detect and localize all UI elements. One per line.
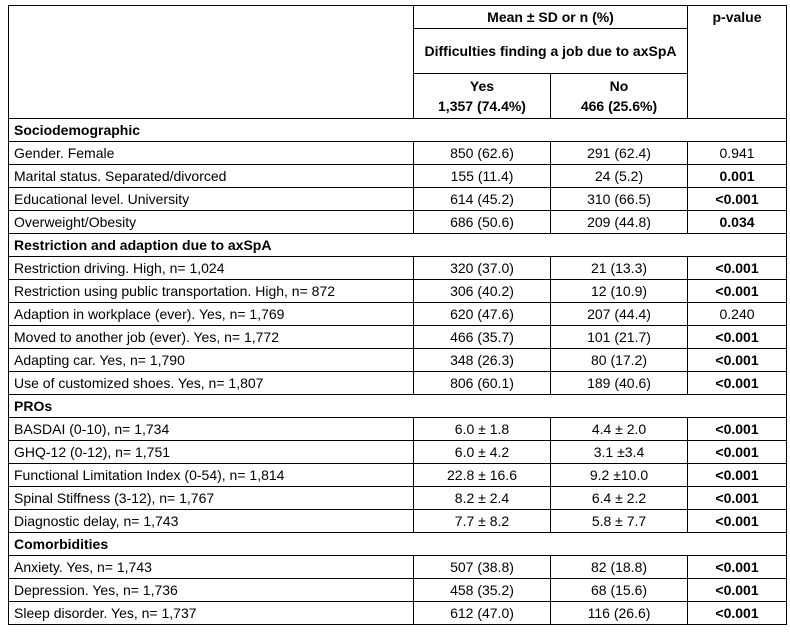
p-value: 0.034	[688, 211, 787, 234]
no-value: 68 (15.6)	[551, 579, 688, 602]
no-value: 291 (62.4)	[551, 142, 688, 165]
no-value: 21 (13.3)	[551, 257, 688, 280]
yes-value: 507 (38.8)	[414, 556, 551, 579]
p-value: <0.001	[688, 418, 787, 441]
subgroup-header: Difficulties finding a job due to axSpA	[414, 29, 688, 74]
no-value: 209 (44.8)	[551, 211, 688, 234]
row-label: Diagnostic delay, n= 1,743	[9, 510, 414, 533]
yes-value: 466 (35.7)	[414, 326, 551, 349]
table-row	[9, 464, 787, 487]
table-body	[9, 119, 787, 625]
table-row	[9, 326, 787, 349]
no-value: 6.4 ± 2.2	[551, 487, 688, 510]
table-row	[9, 418, 787, 441]
p-value: 0.941	[688, 142, 787, 165]
row-label: Anxiety. Yes, n= 1,743	[9, 556, 414, 579]
group-header: Mean ± SD or n (%)	[414, 6, 688, 29]
yes-value: 686 (50.6)	[414, 211, 551, 234]
p-value: <0.001	[688, 280, 787, 303]
no-header	[551, 74, 688, 119]
no-value: 5.8 ± 7.7	[551, 510, 688, 533]
p-value: <0.001	[688, 579, 787, 602]
p-value: <0.001	[688, 441, 787, 464]
p-value: <0.001	[688, 257, 787, 280]
no-value: 189 (40.6)	[551, 372, 688, 395]
yes-value: 6.0 ± 1.8	[414, 418, 551, 441]
row-label: Marital status. Separated/divorced	[9, 165, 414, 188]
p-value: <0.001	[688, 349, 787, 372]
table-row	[9, 556, 787, 579]
table-row	[9, 303, 787, 326]
yes-value: 7.7 ± 8.2	[414, 510, 551, 533]
header-blank-cell	[9, 6, 414, 119]
yes-value: 620 (47.6)	[414, 303, 551, 326]
yes-count: 1,357 (74.4%)	[438, 98, 526, 114]
no-label: No	[609, 78, 629, 94]
section-title: Comorbidities	[9, 533, 787, 556]
pvalue-header: p-value	[688, 6, 787, 119]
p-value: 0.001	[688, 165, 787, 188]
row-label: Educational level. University	[9, 188, 414, 211]
row-label: Overweight/Obesity	[9, 211, 414, 234]
yes-value: 306 (40.2)	[414, 280, 551, 303]
table-row	[9, 579, 787, 602]
section-row	[9, 234, 787, 257]
no-value: 24 (5.2)	[551, 165, 688, 188]
section-title: Sociodemographic	[9, 119, 787, 142]
row-label: GHQ-12 (0-12), n= 1,751	[9, 441, 414, 464]
p-value: <0.001	[688, 510, 787, 533]
p-value: <0.001	[688, 602, 787, 625]
yes-header	[414, 74, 551, 119]
yes-value: 320 (37.0)	[414, 257, 551, 280]
p-value: <0.001	[688, 464, 787, 487]
section-row	[9, 119, 787, 142]
row-label: Gender. Female	[9, 142, 414, 165]
table-row	[9, 257, 787, 280]
no-count: 466 (25.6%)	[580, 98, 658, 114]
section-row	[9, 533, 787, 556]
row-label: Restriction using public transportation. High, n= 872	[9, 280, 414, 303]
no-value: 116 (26.6)	[551, 602, 688, 625]
p-value: <0.001	[688, 188, 787, 211]
row-label: Use of customized shoes. Yes, n= 1,807	[9, 372, 414, 395]
row-label: Moved to another job (ever). Yes, n= 1,772	[9, 326, 414, 349]
table-row	[9, 372, 787, 395]
no-value: 4.4 ± 2.0	[551, 418, 688, 441]
p-value: 0.240	[688, 303, 787, 326]
results-table	[8, 5, 787, 625]
no-value: 82 (18.8)	[551, 556, 688, 579]
yes-label: Yes	[469, 78, 495, 94]
row-label: BASDAI (0-10), n= 1,734	[9, 418, 414, 441]
row-label: Adaption in workplace (ever). Yes, n= 1,769	[9, 303, 414, 326]
yes-value: 8.2 ± 2.4	[414, 487, 551, 510]
row-label: Depression. Yes, n= 1,736	[9, 579, 414, 602]
no-value: 101 (21.7)	[551, 326, 688, 349]
table-header	[9, 6, 787, 119]
table-row	[9, 280, 787, 303]
yes-value: 6.0 ± 4.2	[414, 441, 551, 464]
row-label: Restriction driving. High, n= 1,024	[9, 257, 414, 280]
row-label: Sleep disorder. Yes, n= 1,737	[9, 602, 414, 625]
p-value: <0.001	[688, 487, 787, 510]
table-row	[9, 602, 787, 625]
no-value: 310 (66.5)	[551, 188, 688, 211]
table-row	[9, 441, 787, 464]
yes-value: 614 (45.2)	[414, 188, 551, 211]
row-label: Functional Limitation Index (0-54), n= 1,814	[9, 464, 414, 487]
no-value: 80 (17.2)	[551, 349, 688, 372]
yes-value: 155 (11.4)	[414, 165, 551, 188]
row-label: Spinal Stiffness (3-12), n= 1,767	[9, 487, 414, 510]
no-value: 9.2 ±10.0	[551, 464, 688, 487]
p-value: <0.001	[688, 556, 787, 579]
p-value: <0.001	[688, 372, 787, 395]
section-title: PROs	[9, 395, 787, 418]
yes-value: 612 (47.0)	[414, 602, 551, 625]
table-row	[9, 510, 787, 533]
no-value: 207 (44.4)	[551, 303, 688, 326]
yes-value: 806 (60.1)	[414, 372, 551, 395]
p-value: <0.001	[688, 326, 787, 349]
yes-value: 348 (26.3)	[414, 349, 551, 372]
yes-value: 850 (62.6)	[414, 142, 551, 165]
table-row	[9, 487, 787, 510]
section-title: Restriction and adaption due to axSpA	[9, 234, 787, 257]
no-value: 3.1 ±3.4	[551, 441, 688, 464]
table-row	[9, 349, 787, 372]
table-row	[9, 188, 787, 211]
table-row	[9, 211, 787, 234]
no-value: 12 (10.9)	[551, 280, 688, 303]
table-row	[9, 142, 787, 165]
section-row	[9, 395, 787, 418]
table-row	[9, 165, 787, 188]
yes-value: 458 (35.2)	[414, 579, 551, 602]
row-label: Adapting car. Yes, n= 1,790	[9, 349, 414, 372]
yes-value: 22.8 ± 16.6	[414, 464, 551, 487]
